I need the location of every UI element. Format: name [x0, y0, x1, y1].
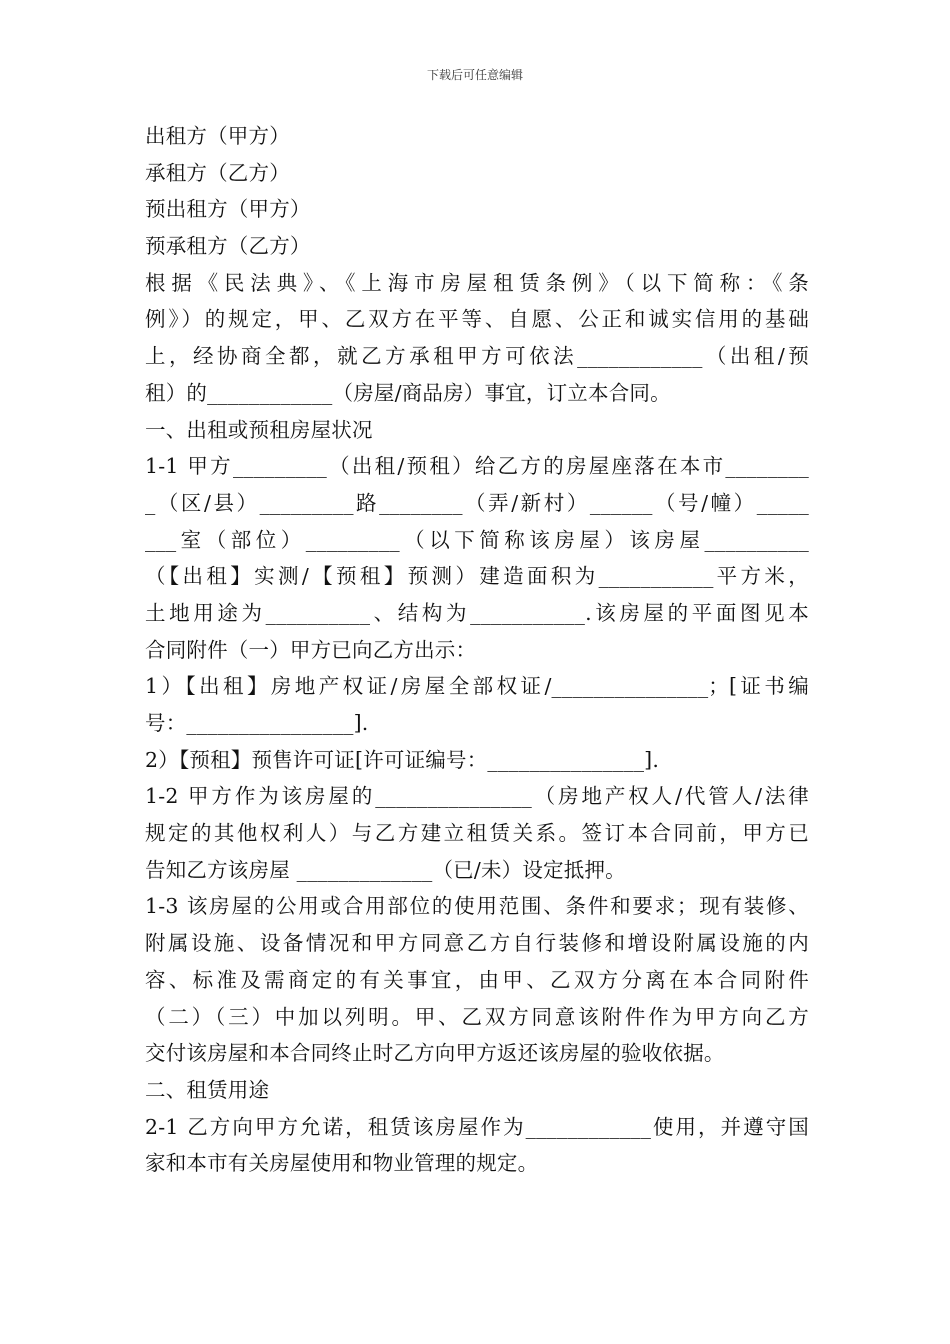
document-line: 1-1 甲方_________（出租/预租）给乙方的房屋座落在本市________ [145, 454, 809, 479]
document-line: 租）的____________（房屋/商品房）事宜，订立本合同。 [145, 380, 671, 405]
document-line: 1-2 甲方作为该房屋的_______________（房地产权人/代管人/法律 [145, 784, 809, 809]
page-header: 下载后可任意编辑 [426, 68, 523, 82]
document-line: 合同附件（一）甲方已向乙方出示： [145, 637, 477, 662]
document-line: 容、标准及需商定的有关事宜，由甲、乙双方分离在本合同附件 [145, 967, 809, 992]
document-line: 1）【出租】房地产权证/房屋全部权证/_______________；[证书编 [145, 674, 809, 699]
document-line: （【出租】实测/【预租】预测）建造面积为___________平方米， [145, 564, 809, 589]
document-line: 交付该房屋和本合同终止时乙方向甲方返还该房屋的验收依据。 [145, 1041, 725, 1066]
document-line: 1-3 该房屋的公用或合用部位的使用范围、条件和要求；现有装修、 [145, 894, 809, 919]
document-line: 附属设施、设备情况和甲方同意乙方自行装修和增设附属设施的内 [145, 931, 809, 956]
document-line: 上，经协商全都，就乙方承租甲方可依法____________（出租/预 [145, 344, 809, 369]
document-line: 承租方（乙方） [145, 160, 290, 185]
document-line: _（区/县）_________路________（弄/新村）______（号/幢）_____ [145, 490, 809, 515]
document-line: 家和本市有关房屋使用和物业管理的规定。 [145, 1151, 539, 1176]
document-line: 一、出租或预租房屋状况 [145, 417, 373, 442]
document-line: （二）（三）中加以列明。甲、乙双方同意该附件作为甲方向乙方 [145, 1004, 809, 1029]
document-line: 根据《民法典》、《上海市房屋租赁条例》（以下简称：《条 [145, 270, 809, 295]
document-line: 例》）的规定，甲、乙双方在平等、自愿、公正和诚实信用的基础 [145, 307, 809, 332]
document-line: 二、租赁用途 [145, 1077, 270, 1102]
document-line: 土地用途为__________、结构为___________.该房屋的平面图见本 [145, 600, 809, 625]
document-line: 预承租方（乙方） [145, 234, 311, 259]
document-line: 2-1 乙方向甲方允诺，租赁该房屋作为____________使用，并遵守国 [145, 1114, 809, 1139]
document-line: 2）【预租】预售许可证[许可证编号：_______________]. [145, 747, 660, 772]
document-line: 号：________________]. [145, 711, 369, 735]
document-line: 告知乙方该房屋 _____________（已/未）设定抵押。 [145, 857, 626, 882]
document-line: 规定的其他权利人）与乙方建立租赁关系。签订本合同前，甲方已 [145, 821, 809, 846]
document-line: 预出租方（甲方） [145, 197, 311, 222]
document-line: ___室（部位）_________（以下简称该房屋）该房屋__________ [145, 527, 809, 552]
document-body [145, 118, 809, 1182]
document-line: 出租方（甲方） [145, 124, 290, 148]
